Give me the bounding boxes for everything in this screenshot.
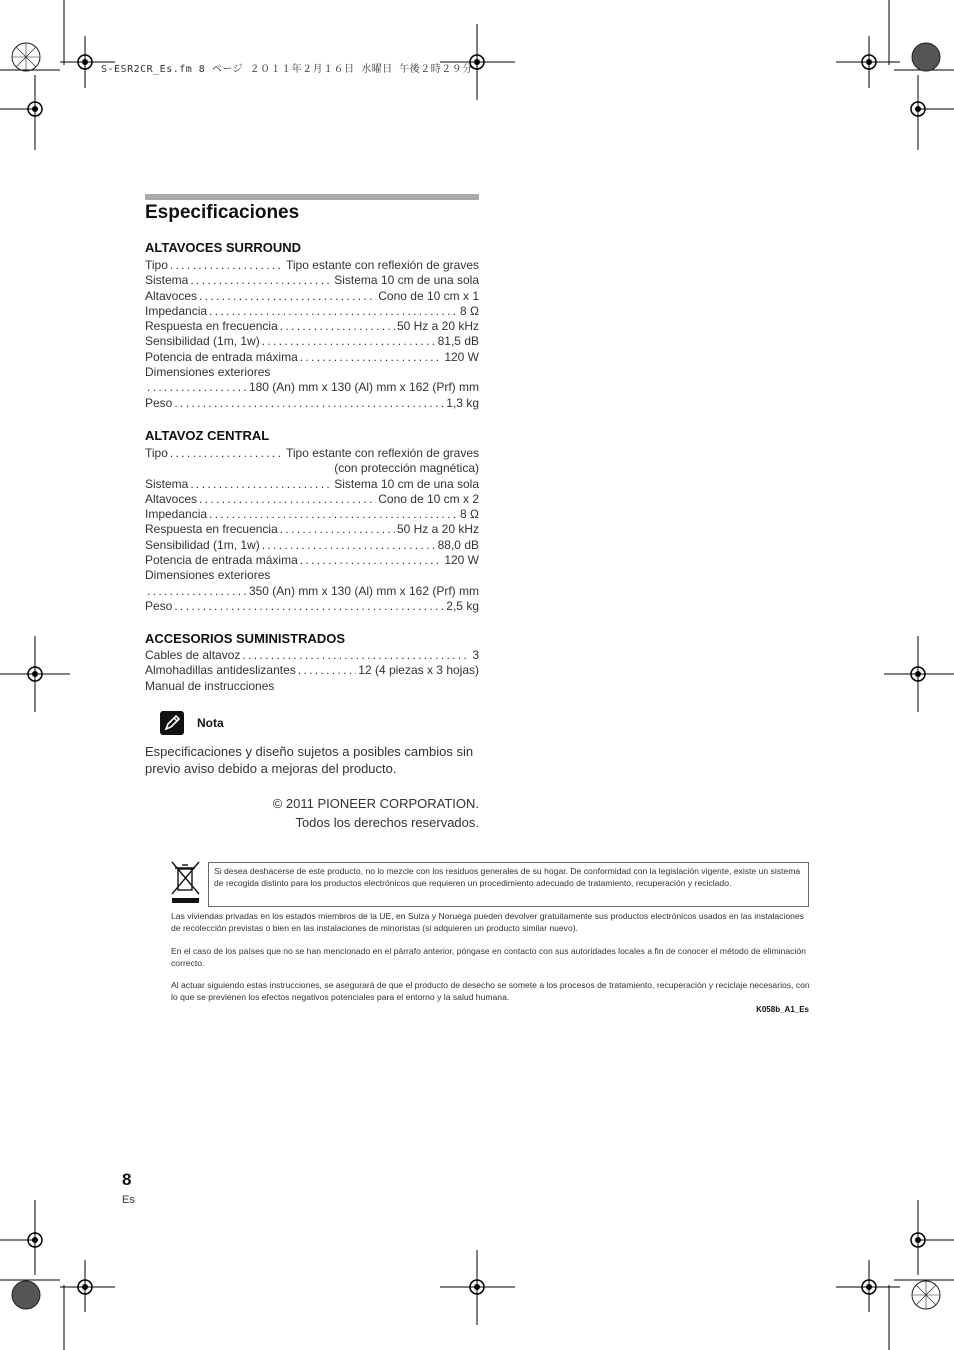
spec-label: Cables de altavoz bbox=[145, 648, 241, 662]
spec-row bbox=[145, 538, 479, 553]
spec-label: Sensibilidad (1m, 1w) bbox=[145, 537, 260, 552]
spec-label: Sistema bbox=[145, 476, 189, 491]
spec-row bbox=[145, 584, 479, 599]
section-rule bbox=[145, 194, 479, 200]
spec-label: Peso bbox=[145, 598, 173, 613]
spec-row bbox=[145, 492, 479, 507]
spec-label: Potencia de entrada máxima bbox=[145, 349, 298, 364]
crossed-bin-icon bbox=[170, 860, 202, 906]
spec-row bbox=[145, 648, 479, 663]
spec-row bbox=[145, 350, 479, 365]
spec-row bbox=[145, 396, 479, 411]
page-number: 8 bbox=[122, 1170, 132, 1189]
spec-label: Almohadillas antideslizantes bbox=[145, 663, 296, 678]
spec-row bbox=[145, 507, 479, 522]
spec-row bbox=[145, 334, 479, 349]
dims-value: 350 (An) mm x 130 (Al) mm x 162 (Prf) mm bbox=[248, 583, 479, 598]
central-heading: ALTAVOZ CENTRAL bbox=[145, 428, 270, 443]
page-language: Es bbox=[122, 1194, 135, 1206]
surround-spec-list bbox=[145, 258, 479, 411]
spec-label: Altavoces bbox=[145, 491, 198, 506]
spec-value: Tipo estante con reflexión de graves bbox=[285, 446, 479, 460]
spec-label: Sistema bbox=[145, 273, 189, 288]
weee-paragraph-1: Las viviendas privadas en los estados miembros de la UE, en Suiza y Noruega pueden devolver gratuitamente sus productos electrónicos usados en las instalaciones de recolección previstas o bien en las instalaciones de minoristas (si adquieren un producto similar nuevo). bbox=[171, 911, 804, 933]
pencil-icon bbox=[160, 711, 184, 735]
spec-value: 88,0 dB bbox=[437, 537, 479, 552]
document-code: K058b_A1_Es bbox=[756, 1005, 809, 1014]
spec-row bbox=[145, 289, 479, 304]
spec-value: Sistema 10 cm de una sola bbox=[334, 476, 479, 491]
dims-label: Dimensiones exteriores bbox=[145, 568, 271, 583]
spec-row bbox=[145, 304, 479, 319]
spec-value: Cono de 10 cm x 2 bbox=[378, 491, 479, 506]
spec-row bbox=[145, 273, 479, 288]
spec-value: 8 Ω bbox=[460, 303, 479, 318]
accessories-list bbox=[145, 648, 479, 694]
accessories-heading: ACCESORIOS SUMINISTRADOS bbox=[145, 631, 346, 646]
spec-row bbox=[145, 663, 479, 678]
note-label: Nota bbox=[197, 716, 224, 730]
surround-heading: ALTAVOCES SURROUND bbox=[145, 240, 301, 255]
spec-value: 2,5 kg bbox=[446, 598, 479, 613]
spec-label: Impedancia bbox=[145, 507, 208, 522]
weee-paragraph-3: Al actuar siguiendo estas instrucciones, se asegurará de que el producto de desecho se somete a los procesos de tratamiento, recuperación y reciclaje necesarios, con lo que se previenen los efectos negativos potenciales para el entorno y la salud humana. bbox=[171, 980, 810, 1002]
spec-label: Peso bbox=[145, 395, 173, 410]
spec-value: 120 W bbox=[444, 553, 479, 568]
spec-label: Respuesta en frecuencia bbox=[145, 522, 278, 537]
spec-value: Tipo estante con reflexión de graves bbox=[285, 258, 479, 272]
spec-label: Sensibilidad (1m, 1w) bbox=[145, 334, 260, 349]
weee-paragraph-2: En el caso de los países que no se han mencionado en el párrafo anterior, póngase en contacto con sus autoridades locales a fin de conocer el método de eliminación correcto. bbox=[171, 946, 806, 968]
spec-row bbox=[145, 477, 479, 492]
spec-label: Tipo bbox=[145, 446, 168, 460]
spec-value: Sistema 10 cm de una sola bbox=[334, 273, 479, 288]
spec-value: 12 (4 piezas x 3 hojas) bbox=[358, 663, 479, 678]
spec-label: Altavoces bbox=[145, 288, 198, 303]
spec-label: Tipo bbox=[145, 258, 168, 272]
spec-value: 120 W bbox=[444, 349, 479, 364]
manual-item: Manual de instrucciones bbox=[145, 678, 275, 693]
spec-value: 3 bbox=[472, 648, 479, 662]
spec-value: 81,5 dB bbox=[437, 334, 479, 349]
spec-row bbox=[145, 380, 479, 395]
dims-label: Dimensiones exteriores bbox=[145, 365, 271, 380]
dims-value: 180 (An) mm x 130 (Al) mm x 162 (Prf) mm bbox=[248, 380, 479, 395]
spec-value: 50 Hz a 20 kHz bbox=[396, 319, 479, 334]
spec-label: Impedancia bbox=[145, 303, 208, 318]
spec-row bbox=[145, 599, 479, 614]
page-title: Especificaciones bbox=[145, 202, 300, 223]
central-spec-list bbox=[145, 446, 479, 614]
spec-label: Potencia de entrada máxima bbox=[145, 553, 298, 568]
spec-value-extra: (con protección magnética) bbox=[334, 461, 479, 476]
spec-value: Cono de 10 cm x 1 bbox=[378, 288, 479, 303]
copyright-line: © 2011 PIONEER CORPORATION. bbox=[272, 796, 479, 811]
weee-box-text: Si desea deshacerse de este producto, no lo mezcle con los residuos generales de su hogar. De conformidad con la legislación vigente, existe un sistema de recogida distinto para los productos electrónicos que requieren un procedimiento adecuado de tratamiento, recuperación y reciclado. bbox=[214, 866, 801, 888]
spec-value: 50 Hz a 20 kHz bbox=[396, 522, 479, 537]
spec-value: 8 Ω bbox=[460, 507, 479, 522]
file-header-line: S-ESR2CR_Es.fm 8 ページ ２０１１年２月１６日 水曜日 午後２時２９分 bbox=[101, 64, 473, 75]
spec-row bbox=[145, 446, 479, 461]
spec-row bbox=[145, 522, 479, 537]
note-text: Especificaciones y diseño sujetos a posibles cambios sin previo aviso debido a mejoras del producto. bbox=[145, 744, 474, 776]
spec-row bbox=[145, 319, 479, 334]
spec-row bbox=[145, 258, 479, 273]
rights-line: Todos los derechos reservados. bbox=[295, 815, 479, 830]
spec-value: 1,3 kg bbox=[446, 395, 479, 410]
spec-label: Respuesta en frecuencia bbox=[145, 319, 278, 334]
spec-row bbox=[145, 553, 479, 568]
